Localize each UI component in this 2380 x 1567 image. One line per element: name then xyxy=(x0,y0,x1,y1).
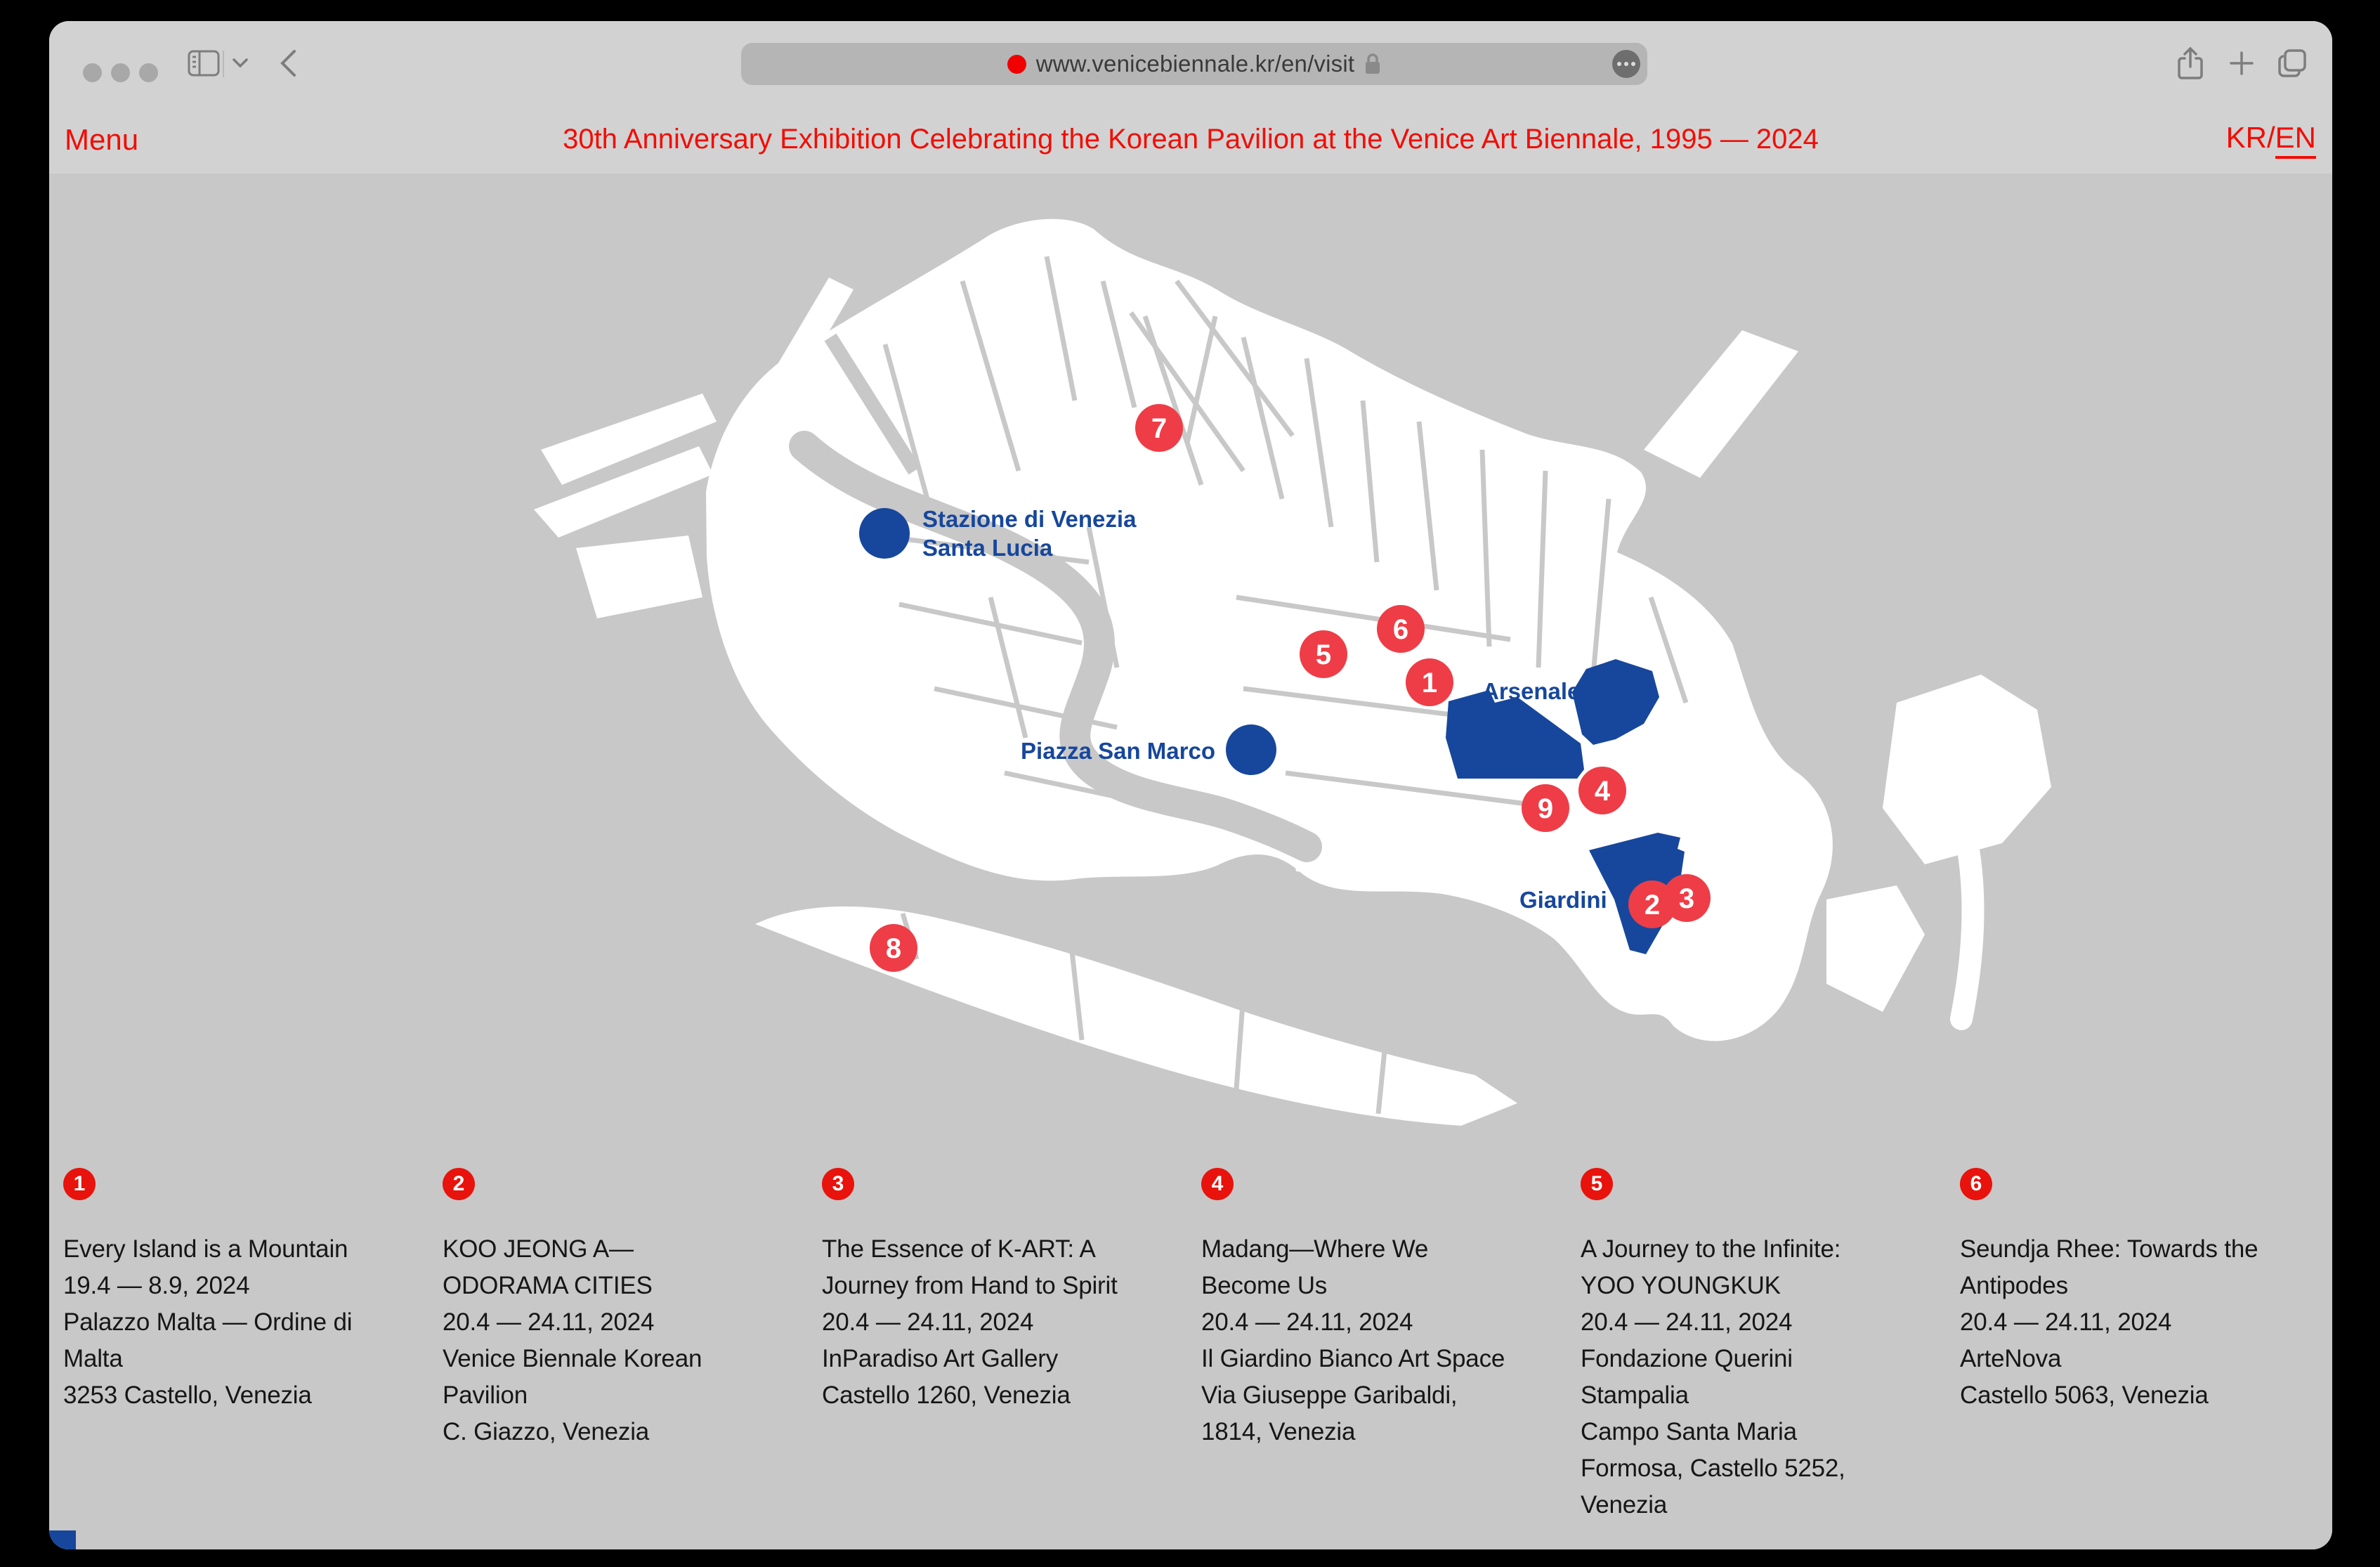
listing-item-2 xyxy=(443,1168,752,1523)
listing-venue: Venice Biennale Korean Pavilion xyxy=(443,1345,702,1409)
station-dot[interactable] xyxy=(859,508,910,559)
listing-address: Castello 1260, Venezia xyxy=(822,1381,1071,1409)
station-label-line2: Santa Lucia xyxy=(922,535,1053,561)
listing-address: Castello 5063, Venezia xyxy=(1960,1381,2209,1409)
listing-number-badge: 5 xyxy=(1581,1168,1613,1200)
map-marker-2[interactable] xyxy=(1628,880,1676,928)
sidebar-toggle-icon[interactable] xyxy=(183,21,225,105)
map-marker-4[interactable] xyxy=(1578,767,1626,814)
url-text: www.venicebiennale.kr/en/visit xyxy=(1035,51,1355,77)
listing-dates: 20.4 — 24.11, 2024 xyxy=(1960,1308,2172,1336)
svg-text:2: 2 xyxy=(1644,890,1661,921)
listing-venue: Fondazione Querini Stampalia xyxy=(1581,1345,1793,1409)
piazza-san-marco-dot[interactable] xyxy=(1226,724,1276,775)
lang-en-link[interactable]: EN xyxy=(2275,121,2316,159)
svg-text:1: 1 xyxy=(1421,668,1438,698)
listing-number-badge: 6 xyxy=(1960,1168,1992,1200)
map-marker-7[interactable] xyxy=(1135,404,1183,452)
site-header xyxy=(49,105,2332,174)
svg-text:7: 7 xyxy=(1151,413,1168,444)
listing-dates: 20.4 — 24.11, 2024 xyxy=(822,1308,1034,1336)
listing-item-5 xyxy=(1581,1168,1890,1523)
minimize-window-button[interactable] xyxy=(111,63,130,82)
exhibition-listings xyxy=(63,1168,2269,1523)
lock-icon xyxy=(1364,53,1381,75)
map-lido-strip xyxy=(1946,773,1973,1019)
giardini-label: Giardini xyxy=(1519,887,1607,913)
back-icon[interactable] xyxy=(270,21,306,105)
share-icon[interactable] xyxy=(2172,21,2209,105)
listing-item-4 xyxy=(1201,1168,1510,1523)
listing-venue: InParadiso Art Gallery xyxy=(822,1345,1059,1372)
footer-peek-block xyxy=(49,1530,76,1549)
browser-toolbar xyxy=(49,21,2332,105)
listing-dates: 19.4 — 8.9, 2024 xyxy=(63,1272,250,1299)
listing-item-1 xyxy=(63,1168,372,1523)
menu-link[interactable]: Menu xyxy=(65,122,139,156)
listing-title: Madang—Where We Become Us xyxy=(1201,1235,1429,1299)
svg-text:8: 8 xyxy=(885,933,902,964)
piazza-label: Piazza San Marco xyxy=(1021,738,1215,764)
page-settings-icon[interactable] xyxy=(1612,50,1640,78)
browser-window xyxy=(49,21,2332,1549)
tab-overview-icon[interactable] xyxy=(2273,21,2312,105)
listing-number-badge: 4 xyxy=(1201,1168,1234,1200)
listing-address: Campo Santa Maria Formosa, Castello 5252, Venezia xyxy=(1581,1418,1845,1519)
arsenale-label: Arsenale xyxy=(1482,678,1581,704)
listing-number-badge: 3 xyxy=(822,1168,854,1200)
listing-address: 3253 Castello, Venezia xyxy=(63,1381,312,1409)
listing-number-badge: 1 xyxy=(63,1168,96,1200)
listing-dates: 20.4 — 24.11, 2024 xyxy=(443,1308,655,1336)
new-tab-plus-icon[interactable] xyxy=(2223,21,2260,105)
listing-title: Every Island is a Mountain xyxy=(63,1235,348,1263)
listing-title: A Journey to the Infinite: YOO YOUNGKUK xyxy=(1581,1235,1841,1299)
listing-title: The Essence of K-ART: A Journey from Hand to Spirit xyxy=(822,1235,1118,1299)
svg-text:5: 5 xyxy=(1315,639,1332,670)
page-content xyxy=(49,105,2332,1549)
close-window-button[interactable] xyxy=(83,63,102,82)
svg-text:4: 4 xyxy=(1594,776,1611,807)
lang-separator: / xyxy=(2266,120,2275,154)
listing-number-badge: 2 xyxy=(443,1168,475,1200)
listing-title: Seundja Rhee: Towards the Antipodes xyxy=(1960,1235,2258,1299)
svg-text:6: 6 xyxy=(1392,614,1409,645)
listing-venue: ArteNova xyxy=(1960,1345,2062,1372)
chevron-down-icon[interactable] xyxy=(225,21,256,105)
svg-text:3: 3 xyxy=(1678,883,1695,914)
listing-address: Via Giuseppe Garibaldi, 1814, Venezia xyxy=(1201,1381,1458,1445)
map-marker-1[interactable] xyxy=(1406,658,1453,706)
listing-dates: 20.4 — 24.11, 2024 xyxy=(1581,1308,1793,1336)
map-marker-8[interactable] xyxy=(870,924,917,972)
listing-address: C. Giazzo, Venezia xyxy=(443,1418,650,1445)
map-marker-6[interactable] xyxy=(1377,605,1425,653)
map-marker-5[interactable] xyxy=(1300,630,1347,678)
map-marker-9[interactable] xyxy=(1522,784,1569,832)
svg-text:9: 9 xyxy=(1537,793,1554,824)
listing-venue: Palazzo Malta — Ordine di Malta xyxy=(63,1308,353,1372)
language-switcher xyxy=(2226,121,2316,159)
page-title: 30th Anniversary Exhibition Celebrating the Korean Pavilion at the Venice Art Biennale, 1995 — 2024 xyxy=(563,124,1819,155)
site-favicon-dot-icon xyxy=(1007,55,1026,74)
lang-kr-link[interactable]: KR xyxy=(2225,120,2267,154)
zoom-window-button[interactable] xyxy=(139,63,158,82)
listing-dates: 20.4 — 24.11, 2024 xyxy=(1201,1308,1413,1336)
listing-venue: Il Giardino Bianco Art Space xyxy=(1201,1345,1505,1372)
address-bar[interactable] xyxy=(741,43,1647,85)
listing-item-6 xyxy=(1960,1168,2269,1523)
toolbar-divider xyxy=(223,51,224,77)
listing-title: KOO JEONG A—ODORAMA CITIES xyxy=(443,1235,653,1299)
station-label-line1: Stazione di Venezia xyxy=(922,506,1137,532)
listing-item-3 xyxy=(822,1168,1131,1523)
map-giudecca-island xyxy=(755,906,1517,1126)
